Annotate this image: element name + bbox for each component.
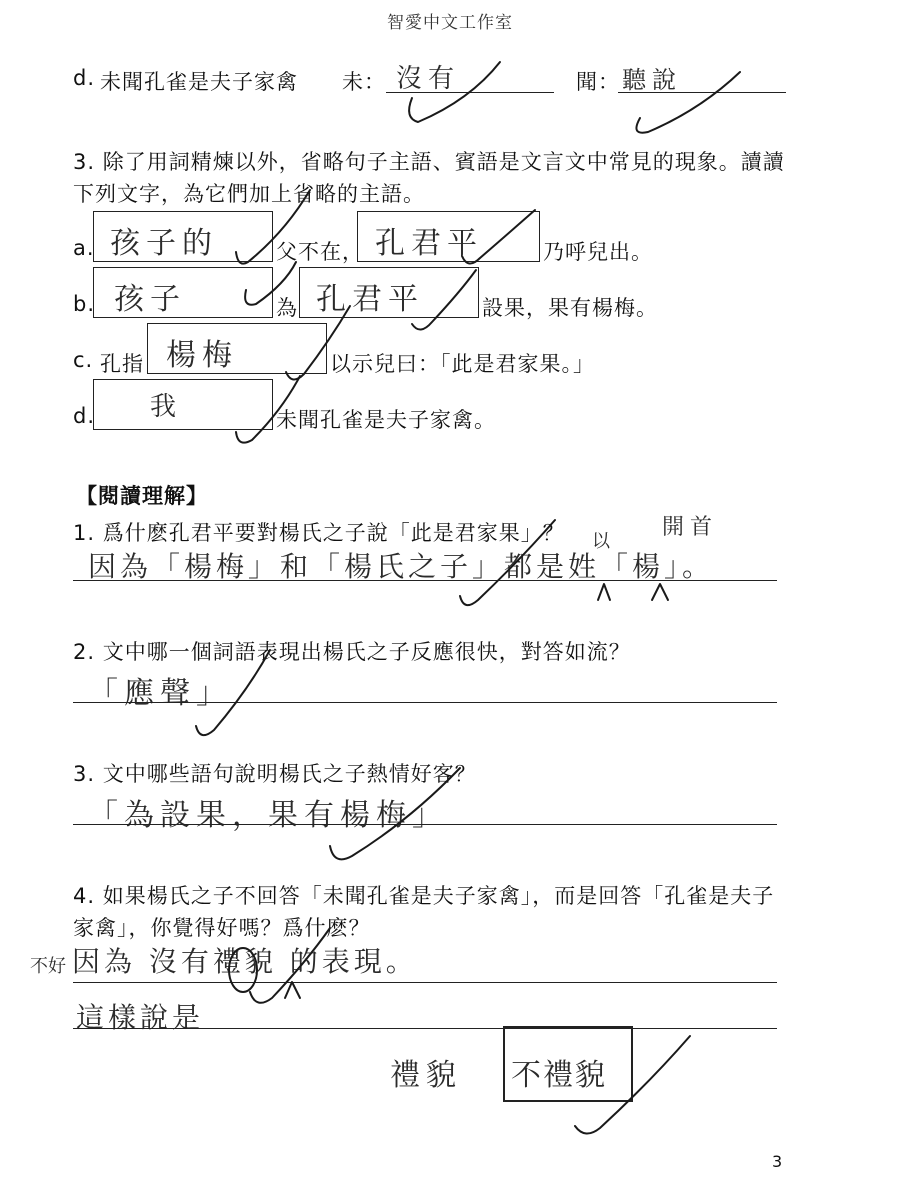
q3a-answer-1: 孩子的 [110,226,218,261]
reading-q1-answer: 因為「楊梅」和「楊氏之子」都是姓「楊」。 [88,550,715,583]
page-number: 3 [772,1152,784,1171]
reading-q3-answer-line [73,824,777,825]
q3a-answer-2: 孔君平 [375,226,483,261]
reading-q4-question-line2: 家禽」，你覺得好嗎？爲什麽？ [73,916,371,940]
insert-caret [598,584,610,600]
reading-q1-answer-line [73,580,777,581]
reading-q2-answer-line [73,702,777,703]
top-item-letter: d. [73,66,96,90]
reading-q2-answer: 「應聲」 [88,676,232,711]
reading-q4-answer-line-1 [73,982,777,983]
header-title: 智愛中文工作室 [387,13,513,33]
q3b-answer-2: 孔君平 [316,282,424,317]
q3d-letter: d. [73,404,96,428]
q3c-answer: 楊梅 [166,338,238,373]
q3a-letter: a. [73,236,95,260]
wen-label: 聞： [576,70,620,94]
q3d-answer-box [93,379,273,430]
reading-q1-question: 1. 爲什麽孔君平要對楊氏之子說「此是君家果」？ [73,521,565,545]
q3b-answer-1: 孩子 [114,282,186,317]
q3-instruction-line2: 下列文字，為它們加上省略的主語。 [73,182,425,206]
wen-answer-line [618,92,786,93]
top-item-text: 未聞孔雀是夫子家禽 [100,70,298,94]
insert-caret [285,982,300,998]
wen-answer: 聽說 [622,66,682,94]
reading-q1-insert-2: 開首 [662,515,719,540]
q3a-middle-text: 父不在， [276,240,364,264]
reading-q3-answer: 「為設果，果有楊梅」 [88,798,448,833]
q3b-end-text: 設果，果有楊梅。 [482,296,658,320]
insert-caret [652,584,668,600]
reading-q4-answer-line2: 這樣說是 [76,1001,205,1034]
q3b-middle-text: 為 [276,296,298,320]
q3d-end-text: 未聞孔雀是夫子家禽。 [276,408,496,432]
wei-answer: 沒有 [396,64,461,94]
reading-q4-question-line1: 4. 如果楊氏之子不回答「未聞孔雀是夫子家禽」，而是回答「孔雀是夫子 [73,884,775,908]
wei-label: 未： [342,70,386,94]
reading-q4-margin-note: 不好 [30,956,66,977]
q3-instruction-line1: 3. 除了用詞精煉以外，省略句子主語、賓語是文言文中常見的現象。讀讀 [73,150,785,174]
reading-q3-question: 3. 文中哪些語句說明楊氏之子熱情好客？ [73,762,477,786]
q3c-end-text: 以示兒曰：「此是君家果。」 [330,352,595,376]
reading-heading: 【閱讀理解】 [76,484,208,508]
q3b-letter: b. [73,292,96,316]
q3c-letter: c. [73,348,94,372]
q3c-start-text: 孔指 [100,352,144,376]
reading-q4-correction-2: 不禮貌 [511,1058,607,1093]
reading-q4-correction-1: 禮貌 [390,1058,462,1093]
q3a-end-text: 乃呼兒出。 [543,240,653,264]
reading-q2-question: 2. 文中哪一個詞語表現出楊氏之子反應很快，對答如流？ [73,640,631,664]
q3d-answer: 我 [150,392,183,422]
reading-q4-answer-line1: 因為 沒有禮貌 的表現。 [72,945,418,978]
reading-q4-answer-line-2 [73,1028,777,1029]
wei-answer-line [386,92,554,93]
reading-q1-insert-1: 以 [592,531,612,552]
